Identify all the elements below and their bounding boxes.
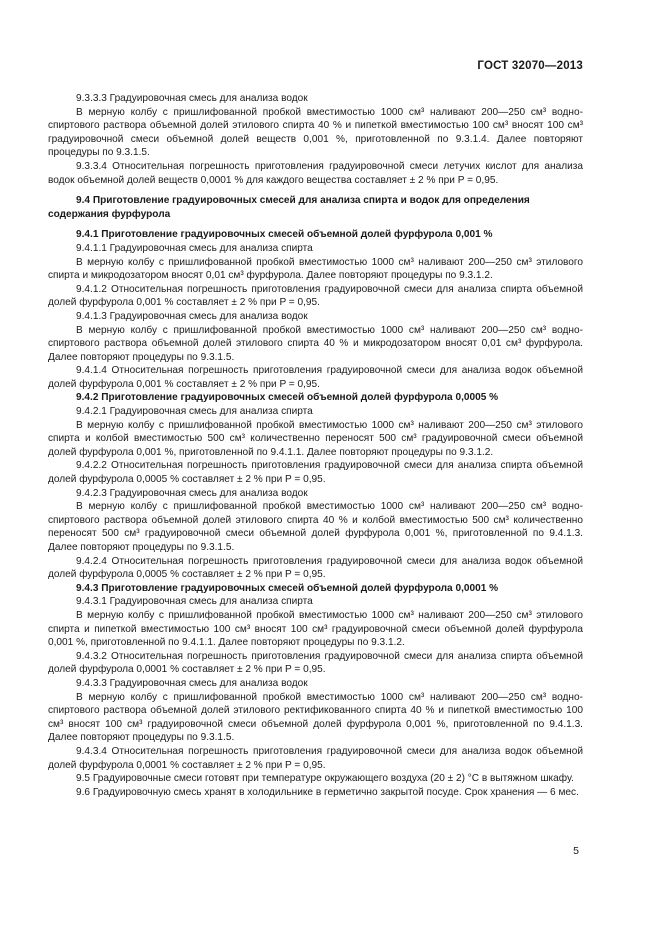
paragraph: 9.4.1.2 Относительная погрешность приготовления градуировочной смеси для анализа спирта объемной долей фурфурола 0,001 % составляет ± 2 % при P = 0,95. bbox=[48, 283, 583, 309]
paragraph-gap bbox=[48, 187, 583, 194]
paragraph: 9.4.3.4 Относительная погрешность приготовления градуировочной смеси для анализа водок объемной долей фурфурола 0,0001 % составляет ± 2 % при P = 0,95. bbox=[48, 745, 583, 771]
paragraph: 9.4.2.1 Градуировочная смесь для анализа спирта bbox=[76, 406, 313, 418]
section-heading: 9.4 Приготовление градуировочных смесей для анализа спирта и водок для определения содержания фурфурола bbox=[48, 195, 530, 220]
paragraph: 9.4.3.3 Градуировочная смесь для анализа водок bbox=[76, 677, 308, 689]
paragraph: В мерную колбу с пришлифованной пробкой вместимостью 1000 см³ наливают 200—250 см³ этилового спирта и микродозатором вносят 0,01 см³ фурфурола. Далее повторяют процедуры по 9.3.1.2. bbox=[48, 256, 583, 282]
paragraph: 9.4.3.1 Градуировочная смесь для анализа спирта bbox=[76, 596, 313, 608]
paragraph: 9.3.3.3 Градуировочная смесь для анализа водок bbox=[76, 93, 308, 104]
paragraph: В мерную колбу с пришлифованной пробкой вместимостью 1000 см³ наливают 200—250 см³ водно-спиртового раствора объемной долей этилового спирта 40 % и микродозатором вносят 0,01 см³ фурфурола. Далее повторяют процедуры по 9.3.1.5. bbox=[48, 324, 583, 363]
paragraph: В мерную колбу с пришлифованной пробкой вместимостью 1000 см³ наливают 200—250 см³ водно-спиртового раствора объемной долей этилового спирта 40 % и пипеткой вместимостью 100 см³ вносят 100 см³ градуировочной смеси объемной долей веществ 0,001 %, приготовленной по 9.3.1.4. Далее повторяют процедуры по 9.3.1.5. bbox=[48, 106, 583, 159]
section-heading: 9.4.1 Приготовление градуировочных смесей объемной долей фурфурола 0,001 % bbox=[76, 229, 493, 241]
paragraph: В мерную колбу с пришлифованной пробкой вместимостью 1000 см³ наливают 200—250 см³ этилового спирта и пипеткой вместимостью 100 см³ вносят 100 см³ градуировочной смеси объемной долей фурфурола 0,001 %, приготовленной по 9.4.1.1. Далее повторяют процедуры по 9.3.1.2. bbox=[48, 609, 583, 649]
paragraph: 9.4.2.4 Относительная погрешность приготовления градуировочной смеси для анализа водок объемной долей фурфурола 0,0005 % составляет ± 2 % при P = 0,95. bbox=[48, 555, 583, 581]
paragraph: 9.3.3.4 Относительная погрешность приготовления градуировочной смеси летучих кислот для анализа водок объемной долей веществ 0,0001 % для каждого вещества составляет ± 2 % при P = 0,95. bbox=[48, 160, 583, 186]
paragraph: В мерную колбу с пришлифованной пробкой вместимостью 1000 см³ наливают 200—250 см³ водно-спиртового раствора объемной долей этилового спирта 40 % и колбой вместимостью 500 см³ количественно переносят 500 см³ градуировочной смеси объемной долей фурфурола 0,001 %, приготовленной по 9.4.1.3. Далее повторяют процедуры по 9.3.1.5. bbox=[48, 501, 583, 553]
paragraph: 9.4.1.3 Градуировочная смесь для анализа водок bbox=[76, 310, 308, 322]
paragraph: В мерную колбу с пришлифованной пробкой вместимостью 1000 см³ наливают 200—250 см³ водно-спиртового раствора объемной долей этилового ректификованного спирта 40 % и пипеткой вместимостью 100 см³ вносят 100 см³ градуировочной смеси объемной долей фурфурола 0,001 %, приготовленной по 9.4.1.3. Далее повторяют процедуры по 9.3.1.5. bbox=[48, 691, 583, 744]
paragraph: В мерную колбу с пришлифованной пробкой вместимостью 1000 см³ наливают 200—250 см³ этилового спирта и колбой вместимостью 500 см³ количественно переносят 500 см³ градуировочной смеси объемной долей фурфурола 0,001 %, приготовленной по 9.4.1.1. Далее повторяют процедуры по 9.3.1.2. bbox=[48, 419, 583, 458]
page-number: 5 bbox=[573, 845, 579, 857]
paragraph-gap bbox=[48, 221, 583, 228]
paragraph: 9.4.2.2 Относительная погрешность приготовления градуировочной смеси для анализа спирта объемной долей фурфурола 0,0005 % составляет ± 2 % при P = 0,95. bbox=[48, 460, 583, 486]
paragraph: 9.4.1.4 Относительная погрешность приготовления градуировочной смеси для анализа водок объемной долей фурфурола 0,001 % составляет ± 2 % при P = 0,95. bbox=[48, 365, 583, 390]
paragraph: 9.6 Градуировочную смесь хранят в холодильнике в герметично закрытой посуде. Срок хранения — 6 мес. bbox=[76, 786, 579, 798]
section-heading: 9.4.3 Приготовление градуировочных смесей объемной долей фурфурола 0,0001 % bbox=[76, 582, 499, 594]
paragraph: 9.4.1.1 Градуировочная смесь для анализа спирта bbox=[76, 242, 313, 254]
paragraph: 9.4.2.3 Градуировочная смесь для анализа водок bbox=[76, 487, 308, 499]
paragraph: 9.5 Градуировочные смеси готовят при температуре окружающего воздуха (20 ± 2) °С в вытяжном шкафу. bbox=[76, 773, 574, 785]
paragraph: 9.4.3.2 Относительная погрешность приготовления градуировочной смеси для анализа спирта объемной долей фурфурола 0,0001 % составляет ± 2 % при P = 0,95. bbox=[48, 650, 583, 676]
document-code: ГОСТ 32070—2013 bbox=[477, 60, 583, 72]
section-heading: 9.4.2 Приготовление градуировочных смесей объемной долей фурфурола 0,0005 % bbox=[76, 392, 499, 404]
document-body bbox=[48, 92, 583, 799]
